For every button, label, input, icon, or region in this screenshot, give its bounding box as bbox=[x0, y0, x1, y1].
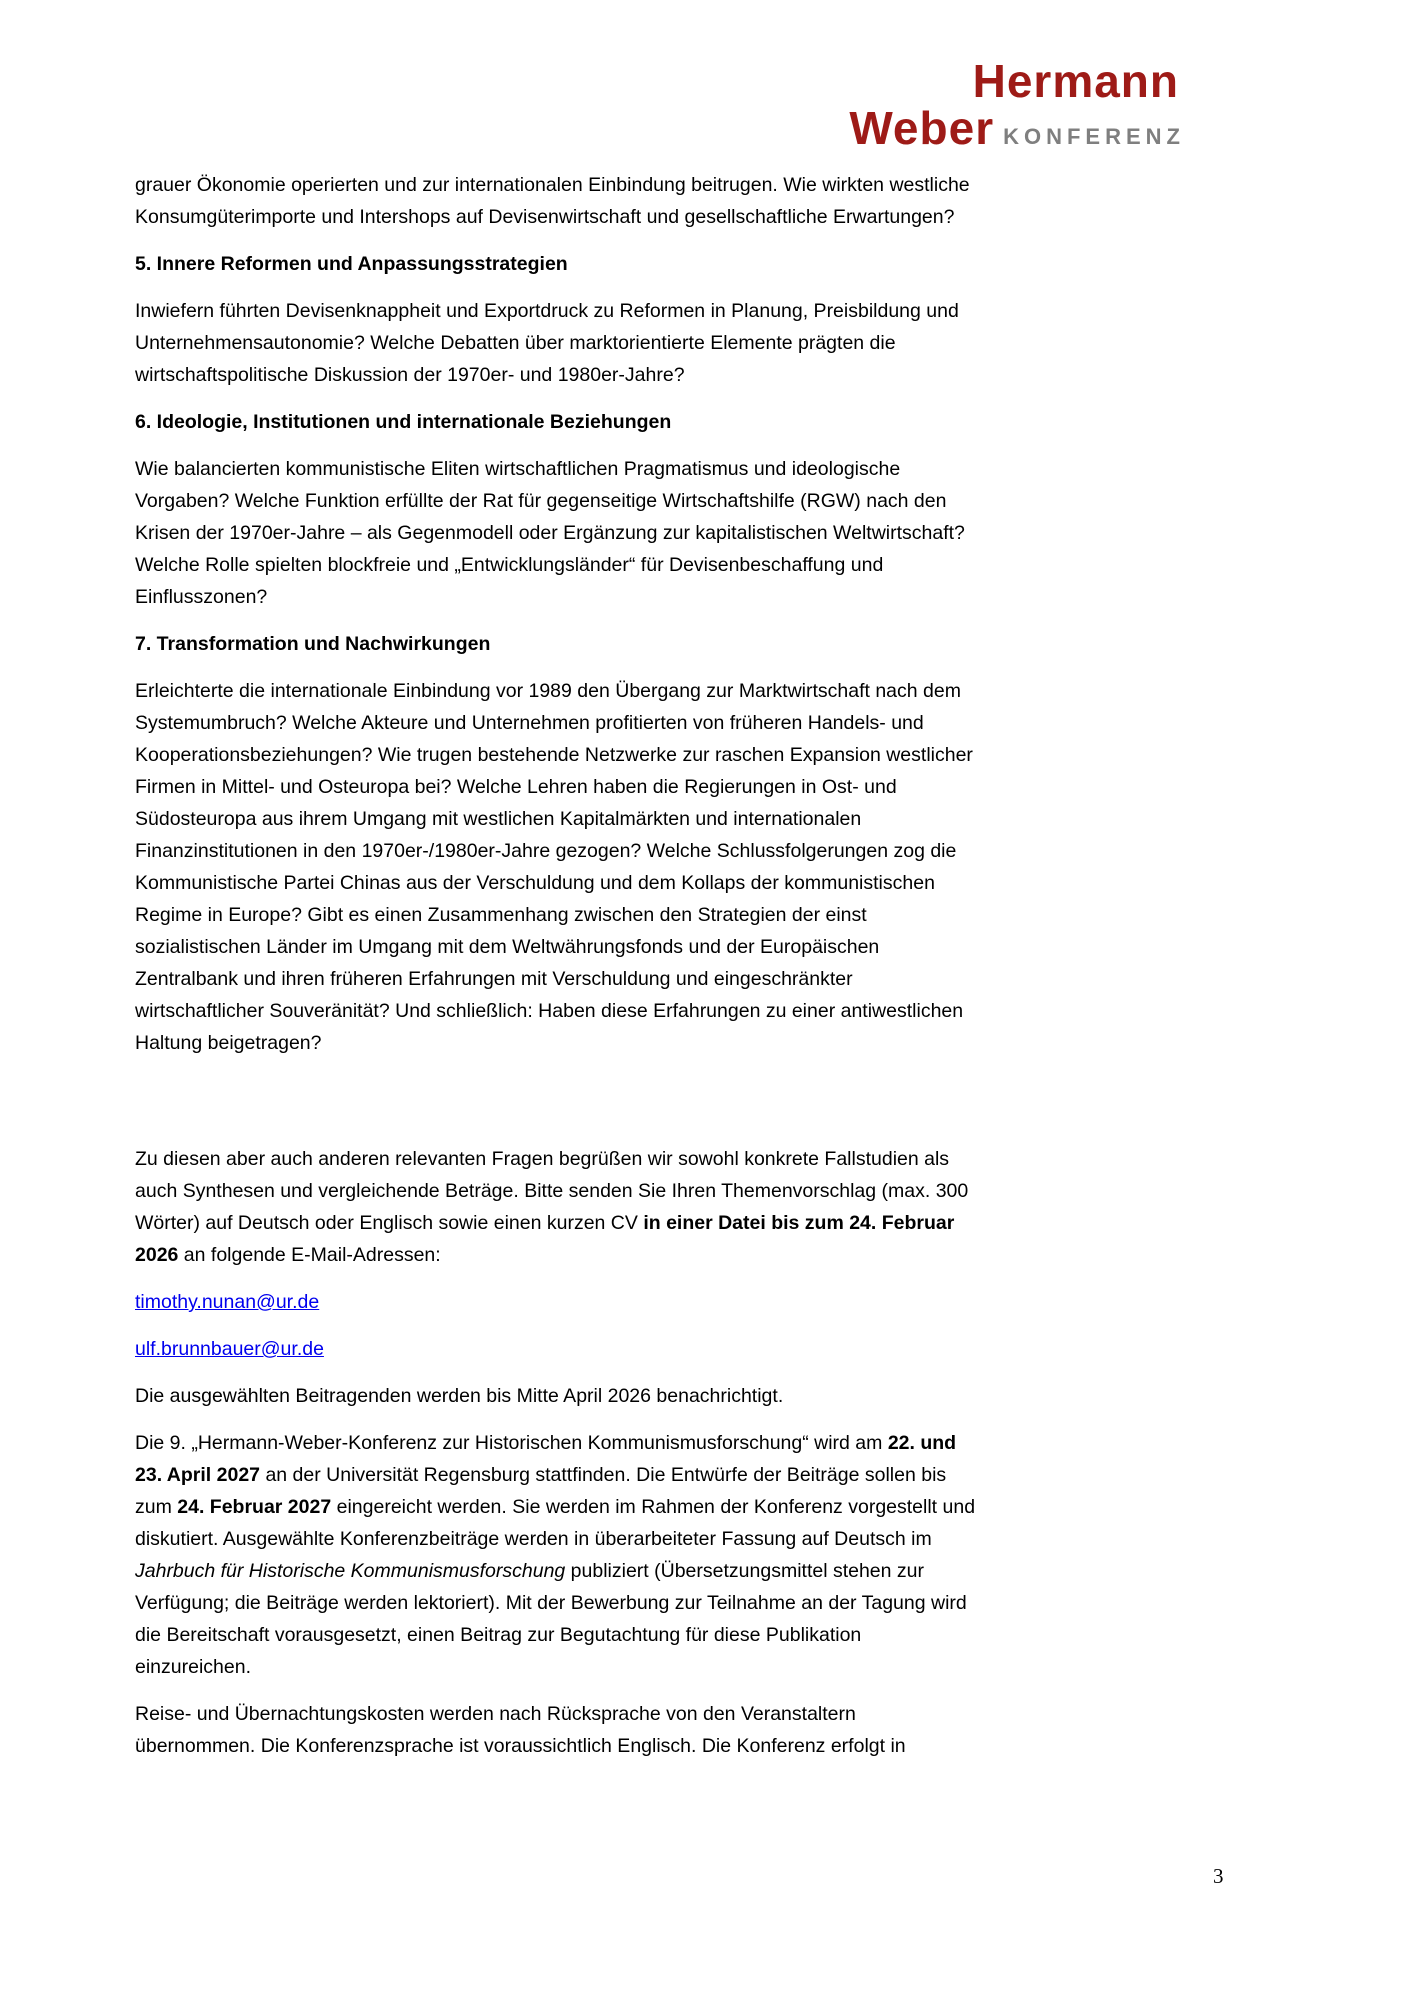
paragraph bbox=[135, 1380, 980, 1412]
section-heading bbox=[135, 248, 980, 280]
logo-tagline-konferenz: KONFERENZ bbox=[1003, 124, 1185, 149]
text-segment: Die 9. „Hermann-Weber-Konferenz zur Historischen Kommunismusforschung“ wird am bbox=[135, 1432, 888, 1454]
text-segment: grauer Ökonomie operierten und zur internationalen Einbindung beitrugen. Wie wirkten westliche Konsumgüterimporte und Intershops auf Devisenwirtschaft und gesellschaftliche Erwartungen? bbox=[135, 174, 970, 228]
text-segment: an der Universität Regensburg stattfinden. Die Entwürfe der Beiträge sollen bis zum bbox=[135, 1464, 947, 1518]
paragraph bbox=[135, 675, 980, 1059]
text-segment: publiziert (Übersetzungsmittel stehen zur Verfügung; die Beiträge werden lektoriert). Mit der Bewerbung zur Teilnahme an der Tagung wird die Bereitschaft vorausgesetzt, einen Beitrag zur Begutachtung für diese Publikation einzureichen. bbox=[135, 1560, 967, 1678]
text-segment: Wie balancierten kommunistische Eliten wirtschaftlichen Pragmatismus und ideologische Vorgaben? Welche Funktion erfüllte der Rat für gegenseitige Wirtschaftshilfe (RGW) nach den Krisen der 1970er-Jahre – als Gegenmodell oder Ergänzung zur kapitalistischen Weltwirtschaft? Welche Rolle spielten blockfreie und „Entwicklungsländer“ für Devisenbeschaffung und Einflusszonen? bbox=[135, 458, 965, 608]
text-segment: in einer Datei bis zum 24. Februar 2026 bbox=[135, 1212, 955, 1266]
text-segment: 24. Februar 2027 bbox=[177, 1496, 332, 1518]
text-segment: 6. Ideologie, Institutionen und internationale Beziehungen bbox=[135, 411, 672, 433]
text-segment: Jahrbuch für Historische Kommunismusforschung bbox=[135, 1560, 566, 1582]
section-heading bbox=[135, 628, 980, 660]
logo-row2 bbox=[849, 102, 1185, 154]
page-number: 3 bbox=[1213, 1864, 1224, 1888]
text-segment: 22. und 23. April 2027 bbox=[135, 1432, 957, 1486]
document-body bbox=[135, 169, 980, 1777]
section-heading bbox=[135, 406, 980, 438]
email-link-paragraph bbox=[135, 1333, 980, 1365]
paragraph bbox=[135, 295, 980, 391]
email-link[interactable]: timothy.nunan@ur.de bbox=[135, 1291, 320, 1313]
text-segment: Reise- und Übernachtungskosten werden nach Rücksprache von den Veranstaltern übernommen. Die Konferenzsprache ist voraussichtlich Englisch. Die Konferenz erfolgt in bbox=[135, 1703, 906, 1757]
text-segment: Zu diesen aber auch anderen relevanten Fragen begrüßen wir sowohl konkrete Fallstudien als auch Synthesen und vergleichende Beträge. Bitte senden Sie Ihren Themenvorschlag (max. 300 Wörter) auf Deutsch oder Englisch sowie einen kurzen CV bbox=[135, 1148, 969, 1234]
text-segment: an folgende E-Mail-Adressen: bbox=[178, 1244, 441, 1266]
text-segment: 5. Innere Reformen und Anpassungsstrategien bbox=[135, 253, 568, 275]
paragraph bbox=[135, 453, 980, 613]
logo-word-hermann: Hermann bbox=[972, 55, 1179, 107]
paragraph-spacer bbox=[135, 1074, 980, 1143]
email-link[interactable]: ulf.brunnbauer@ur.de bbox=[135, 1338, 324, 1360]
hermann-weber-logo bbox=[849, 55, 1185, 154]
text-segment: Inwiefern führten Devisenknappheit und Exportdruck zu Reformen in Planung, Preisbildung und Unternehmensautonomie? Welche Debatten über marktorientierte Elemente prägten die wirtschaftspolitische Diskussion der 1970er- und 1980er-Jahre? bbox=[135, 300, 959, 386]
text-segment: eingereicht werden. Sie werden im Rahmen der Konferenz vorgestellt und diskutiert. Ausgewählte Konferenzbeiträge werden in überarbeiteter Fassung auf Deutsch im bbox=[135, 1496, 976, 1550]
paragraph bbox=[135, 1427, 980, 1683]
text-segment: Die ausgewählten Beitragenden werden bis Mitte April 2026 benachrichtigt. bbox=[135, 1385, 784, 1407]
paragraph bbox=[135, 169, 980, 233]
logo-word-weber: Weber bbox=[849, 102, 995, 154]
email-link-paragraph bbox=[135, 1286, 980, 1318]
paragraph bbox=[135, 1143, 980, 1271]
text-segment: Erleichterte die internationale Einbindung vor 1989 den Übergang zur Marktwirtschaft nach dem Systemumbruch? Welche Akteure und Unternehmen profitierten von früheren Handels- und Kooperationsbeziehungen? Wie trugen bestehende Netzwerke zur raschen Expansion westlicher Firmen in Mittel- und Osteuropa bei? Welche Lehren haben die Regierungen in Ost- und Südosteuropa aus ihrem Umgang mit westlichen Kapitalmärkten und internationalen Finanzinstitutionen in den 1970er-/1980er-Jahre gezogen? Welche Schlussfolgerungen zog die Kommunistische Partei Chinas aus der Verschuldung und dem Kollaps der kommunistischen Regime in Europe? Gibt es einen Zusammenhang zwischen den Strategien der einst sozialistischen Länder im Umgang mit dem Weltwährungsfonds und der Europäischen Zentralbank und ihren früheren Erfahrungen mit Verschuldung und eingeschränkter wirtschaftlicher Souveränität? Und schließlich: Haben diese Erfahrungen zu einer antiwestlichen Haltung beigetragen? bbox=[135, 680, 973, 1054]
text-segment: 7. Transformation und Nachwirkungen bbox=[135, 633, 491, 655]
paragraph bbox=[135, 1698, 980, 1762]
